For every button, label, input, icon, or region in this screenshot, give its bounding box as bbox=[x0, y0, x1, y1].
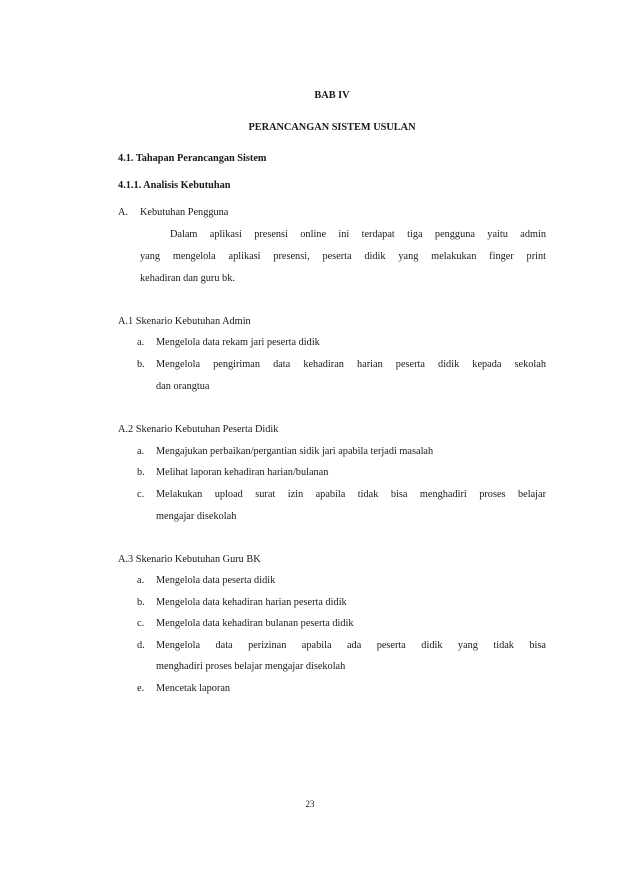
paragraph-line: Dalam aplikasi presensi online ini terdapat tiga pengguna yaitu admin bbox=[170, 229, 546, 240]
page-number: 23 bbox=[305, 799, 315, 809]
scenario-student-title: A.2 Skenario Kebutuhan Peserta Didik bbox=[118, 424, 279, 435]
list-item: Mencetak laporan bbox=[156, 683, 231, 694]
chapter-label: BAB IV bbox=[314, 90, 350, 101]
list-marker: a. bbox=[137, 446, 145, 457]
list-marker: a. bbox=[137, 575, 145, 586]
part-a-title: Kebutuhan Pengguna bbox=[140, 207, 229, 218]
list-item: Mengelola pengiriman data kehadiran harian peserta didik kepada sekolah bbox=[156, 359, 546, 370]
list-marker: c. bbox=[137, 618, 145, 629]
list-item: Mengelola data perizinan apabila ada peserta didik yang tidak bisa bbox=[156, 640, 546, 651]
list-marker: a. bbox=[137, 337, 145, 348]
list-marker: c. bbox=[137, 489, 145, 500]
list-item-continuation: mengajar disekolah bbox=[156, 511, 237, 522]
part-a-marker: A. bbox=[118, 207, 129, 218]
list-item: Mengelola data kehadiran harian peserta didik bbox=[156, 597, 347, 608]
list-item: Mengelola data rekam jari peserta didik bbox=[156, 337, 320, 348]
scenario-admin-title: A.1 Skenario Kebutuhan Admin bbox=[118, 316, 251, 327]
list-item-continuation: menghadiri proses belajar mengajar disekolah bbox=[156, 661, 346, 672]
list-item-continuation: dan orangtua bbox=[156, 381, 210, 392]
chapter-title: PERANCANGAN SISTEM USULAN bbox=[248, 122, 416, 133]
paragraph-line: kehadiran dan guru bk. bbox=[140, 273, 235, 284]
list-marker: e. bbox=[137, 683, 145, 694]
list-marker: b. bbox=[137, 359, 145, 370]
list-item: Mengajukan perbaikan/pergantian sidik jari apabila terjadi masalah bbox=[156, 446, 434, 457]
list-marker: b. bbox=[137, 467, 145, 478]
paragraph-line: yang mengelola aplikasi presensi, peserta didik yang melakukan finger print bbox=[140, 251, 546, 262]
scenario-teacher-title: A.3 Skenario Kebutuhan Guru BK bbox=[118, 554, 261, 565]
list-item: Melakukan upload surat izin apabila tidak bisa menghadiri proses belajar bbox=[156, 489, 546, 500]
subsection-heading: 4.1.1. Analisis Kebutuhan bbox=[118, 180, 231, 191]
list-item: Mengelola data kehadiran bulanan peserta didik bbox=[156, 618, 354, 629]
list-item: Melihat laporan kehadiran harian/bulanan bbox=[156, 467, 329, 478]
list-marker: d. bbox=[137, 640, 145, 651]
list-item: Mengelola data peserta didik bbox=[156, 575, 276, 586]
list-marker: b. bbox=[137, 597, 145, 608]
section-heading: 4.1. Tahapan Perancangan Sistem bbox=[118, 153, 267, 164]
